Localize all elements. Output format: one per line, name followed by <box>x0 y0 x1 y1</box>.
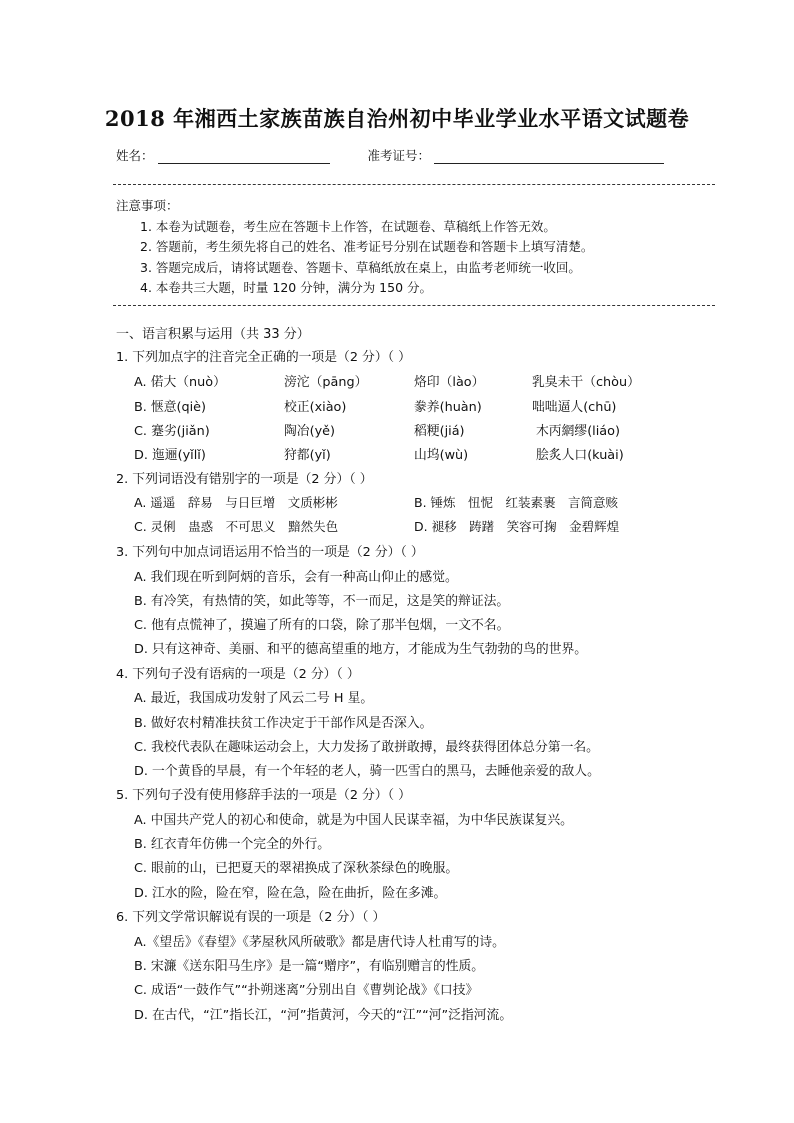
q1-b-1: B. 惬意(qiè) <box>134 400 207 415</box>
q5-option-b: B. 红衣青年仿佛一个完全的外行。 <box>134 837 331 852</box>
notes-heading: 注意事项： <box>116 198 179 213</box>
q3-option-c: C. 他有点慌神了，摸遍了所有的口袋，除了那半包烟，一文不名。 <box>134 618 510 633</box>
q1-b-3: 豢养(huàn) <box>414 400 482 415</box>
q6-option-d: D. 在古代，“江”指长江，“河”指黄河，今天的“江”“河”泛指河流。 <box>134 1008 513 1023</box>
q3-option-a: A. 我们现在听到阿炳的音乐，会有一种高山仰止的感觉。 <box>134 570 458 585</box>
note-item: 1. 本卷为试题卷，考生应在答题卡上作答，在试题卷、草稿纸上作答无效。 <box>140 218 556 234</box>
exam-number-blank <box>434 149 664 164</box>
q1-d-1: D. 迤逦(yǐlǐ) <box>134 448 206 463</box>
q1-b-4: 咄咄逼人(chū) <box>532 400 617 415</box>
question-3-stem: 3. 下列句中加点词语运用不恰当的一项是（2 分）（ ） <box>116 545 424 560</box>
question-2-stem: 2. 下列词语没有错别字的一项是（2 分）（ ） <box>116 472 373 487</box>
exam-number-label: 准考证号： <box>367 148 431 163</box>
question-1-stem: 1. 下列加点字的注音完全正确的一项是（2 分）（ ） <box>116 350 411 365</box>
q1-c-2: 陶冶(yě) <box>284 424 336 439</box>
q6-option-b: B. 宋濂《送东阳马生序》是一篇“赠序”，有临别赠言的性质。 <box>134 959 485 974</box>
q6-option-a: A.《望岳》《春望》《茅屋秋风所破歌》都是唐代诗人杜甫写的诗。 <box>134 935 505 950</box>
note-item: 4. 本卷共三大题，时量 120 分钟，满分为 150 分。 <box>140 280 433 295</box>
q2-option-d: D. 褪移 踌躇 笑容可掬 金碧辉煌 <box>414 519 620 534</box>
page-title: 2018 年湘西土家族苗族自治州初中毕业学业水平语文试题卷 <box>104 106 690 131</box>
note-item: 3. 答题完成后，请将试题卷、答题卡、草稿纸放在桌上，由监考老师统一收回。 <box>140 259 581 275</box>
q1-a-1: A. 偌大（nuò） <box>134 375 226 390</box>
notes-block <box>116 196 593 299</box>
q1-d-4: 脍炙人口(kuài) <box>536 448 624 463</box>
q5-option-c: C. 眼前的山，已把夏天的翠裙换成了深秋茶绿色的晚服。 <box>134 861 459 876</box>
q1-a-3: 烙印（lào） <box>414 375 485 390</box>
q2-option-b: B. 锤炼 忸怩 红装素裹 言简意赅 <box>414 495 619 510</box>
q4-option-a: A. 最近，我国成功发射了风云二号 H 星。 <box>134 691 374 706</box>
divider-bottom <box>113 305 715 306</box>
q4-option-b: B. 做好农村精准扶贫工作决定于干部作风是否深入。 <box>134 716 433 731</box>
q4-option-d: D. 一个黄昏的早晨，有一个年轻的老人，骑一匹雪白的黑马，去睡他亲爱的敌人。 <box>134 764 600 779</box>
question-4-stem: 4. 下列句子没有语病的一项是（2 分）（ ） <box>116 667 360 682</box>
name-label: 姓名： <box>116 148 154 163</box>
name-blank <box>158 149 330 164</box>
q1-c-1: C. 蹇劣(jiǎn) <box>134 424 210 439</box>
question-6-stem: 6. 下列文学常识解说有误的一项是（2 分）（ ） <box>116 910 386 925</box>
student-info-row <box>116 146 664 164</box>
section-heading: 一、语言积累与运用（共 33 分） <box>116 327 310 342</box>
q1-d-3: 山坞(wù) <box>414 448 469 463</box>
note-item: 2. 答题前，考生须先将自己的姓名、准考证号分别在试题卷和答题卡上填写清楚。 <box>140 239 594 254</box>
question-5-stem: 5. 下列句子没有使用修辞手法的一项是（2 分）（ ） <box>116 788 411 803</box>
q1-a-2: 滂沱（pāng） <box>284 375 368 390</box>
q5-option-a: A. 中国共产党人的初心和使命，就是为中国人民谋幸福，为中华民族谋复兴。 <box>134 813 573 828</box>
q6-option-c: C. 成语“一鼓作气”“扑朔迷离”分别出自《曹刿论战》《口技》 <box>134 983 479 998</box>
q1-b-2: 校正(xiào) <box>284 400 347 415</box>
q4-option-c: C. 我校代表队在趣味运动会上，大力发扬了敢拼敢搏，最终获得团体总分第一名。 <box>134 740 599 755</box>
q3-option-b: B. 有冷笑，有热情的笑，如此等等，不一而足，这是笑的辩证法。 <box>134 594 510 609</box>
q2-option-c: C. 灵俐 蛊惑 不可思义 黯然失色 <box>134 519 339 534</box>
q2-option-a: A. 遥遥 辞易 与日巨增 文质彬彬 <box>134 495 338 510</box>
q1-c-4: 木丙網缪(liáo) <box>536 424 620 439</box>
q3-option-d: D. 只有这神奇、美丽、和平的德高望重的地方，才能成为生气勃勃的鸟的世界。 <box>134 642 588 657</box>
q1-c-3: 稻粳(jiá) <box>414 424 465 439</box>
q1-a-4: 乳臭未干（chòu） <box>532 375 640 390</box>
divider-top <box>113 184 715 185</box>
q1-d-2: 狩都(yǐ) <box>284 448 331 463</box>
q5-option-d: D. 江水的险，险在窄，险在急，险在曲折，险在多滩。 <box>134 886 447 901</box>
